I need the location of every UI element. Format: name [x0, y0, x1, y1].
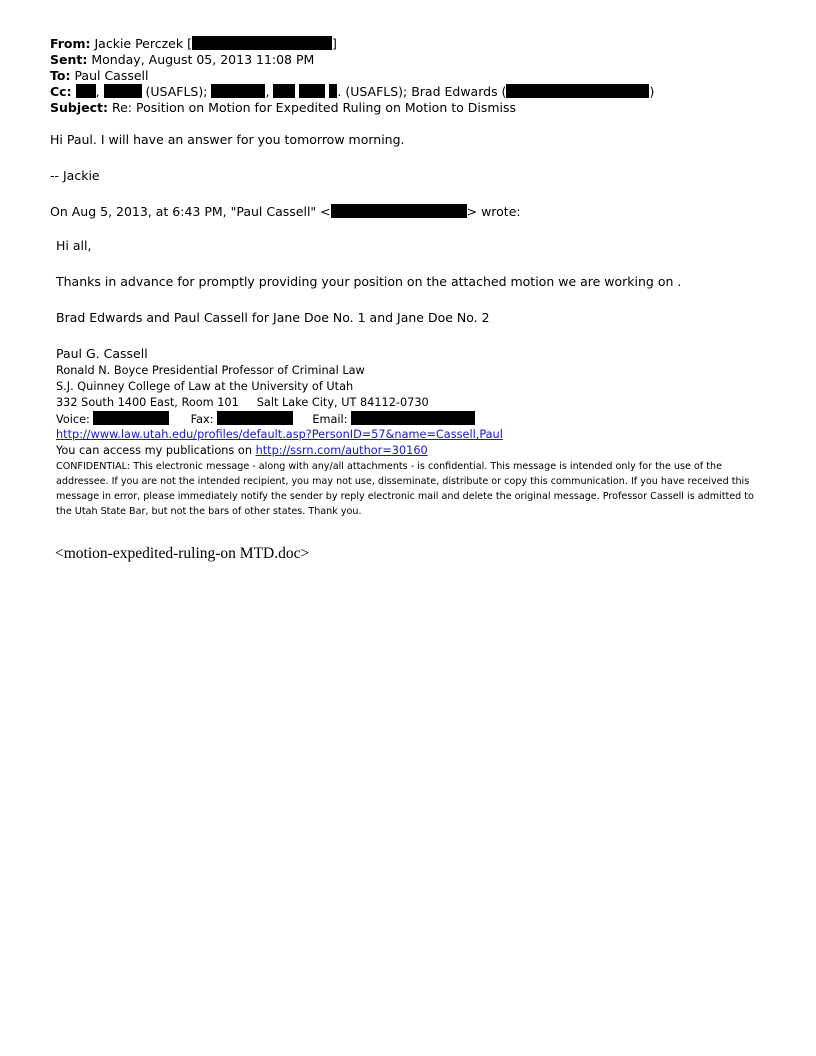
quote-intro-after: > wrote: [466, 204, 521, 219]
reply-greeting: Hi Paul. I will have an answer for you tomorrow morning. [50, 132, 405, 147]
publications-link[interactable]: http://ssrn.com/author=30160 [255, 444, 428, 457]
redaction-bar [273, 84, 295, 98]
redaction-bar [331, 204, 467, 218]
quote-intro-before: On Aug 5, 2013, at 6:43 PM, "Paul Cassell" < [50, 204, 331, 219]
signature-contact [56, 411, 475, 428]
to-label: To: [50, 68, 71, 83]
subject-value: Re: Position on Motion for Expedited Ruling on Motion to Dismiss [111, 100, 517, 115]
from-line [50, 36, 654, 52]
from-label: From: [50, 36, 91, 51]
redaction-bar [104, 84, 142, 98]
signature-name: Paul G. Cassell [56, 346, 148, 361]
subject-label: Subject: [50, 100, 108, 115]
signature-title: Ronald N. Boyce Presidential Professor of Criminal Law [56, 364, 365, 377]
voice-label: Voice: [56, 413, 90, 426]
cc-label: Cc: [50, 84, 72, 99]
signature-college: S.J. Quinney College of Law at the University of Utah [56, 380, 354, 393]
redaction-bar [93, 411, 169, 425]
quoted-body: Thanks in advance for promptly providing your position on the attached motion we are working on . [56, 274, 682, 289]
to-value: Paul Cassell [74, 68, 149, 83]
quoted-signed: Brad Edwards and Paul Cassell for Jane Doe No. 1 and Jane Doe No. 2 [56, 310, 490, 325]
attachment-name[interactable]: <motion-expedited-ruling-on MTD.doc> [55, 545, 310, 562]
quote-intro [50, 204, 521, 220]
from-close: ] [331, 36, 337, 51]
redaction-bar [506, 84, 649, 98]
redaction-bar [211, 84, 265, 98]
redaction-bar [192, 36, 332, 50]
publications-line [56, 443, 428, 459]
cc-usafls: . (USAFLS); Brad Edwards ( [337, 84, 507, 99]
cc-close: ) [649, 84, 655, 99]
email-header [50, 36, 654, 116]
cc-separator: , [95, 84, 100, 99]
quoted-greeting: Hi all, [56, 238, 92, 253]
redaction-bar [351, 411, 475, 425]
signature-address: 332 South 1400 East, Room 101 Salt Lake City, UT 84112-0730 [56, 396, 429, 409]
sent-value: Monday, August 05, 2013 11:08 PM [91, 52, 315, 67]
redaction-bar [76, 84, 96, 98]
sent-line [50, 52, 654, 68]
profile-link[interactable]: http://www.law.utah.edu/profiles/default.asp?PersonID=57&name=Cassell,Paul [56, 428, 503, 441]
from-name: Jackie Perczek [ [94, 36, 192, 51]
subject-line [50, 100, 654, 116]
fax-label: Fax: [190, 413, 214, 426]
cc-line [50, 84, 654, 100]
reply-signoff: -- Jackie [50, 168, 100, 183]
profile-line [56, 427, 503, 443]
confidentiality-notice: CONFIDENTIAL: This electronic message - along with any/all attachments - is confidential. This message is intended only for the use of the addressee. If you are not the intended recipient, you may not use, disseminate, distribute or copy this communication. If you have received this message in error, please immediately notify the sender by reply electronic mail and delete the original message. Professor Cassell is admitted to the Utah State Bar, but not the bars of other states. Thank you. [56, 461, 754, 517]
sent-label: Sent: [50, 52, 88, 67]
to-line [50, 68, 654, 84]
email-label: Email: [312, 413, 348, 426]
publications-text: You can access my publications on [56, 444, 256, 457]
redaction-bar [217, 411, 293, 425]
redaction-bar [299, 84, 325, 98]
cc-separator: , [265, 84, 270, 99]
cc-usafls: (USAFLS); [145, 84, 208, 99]
